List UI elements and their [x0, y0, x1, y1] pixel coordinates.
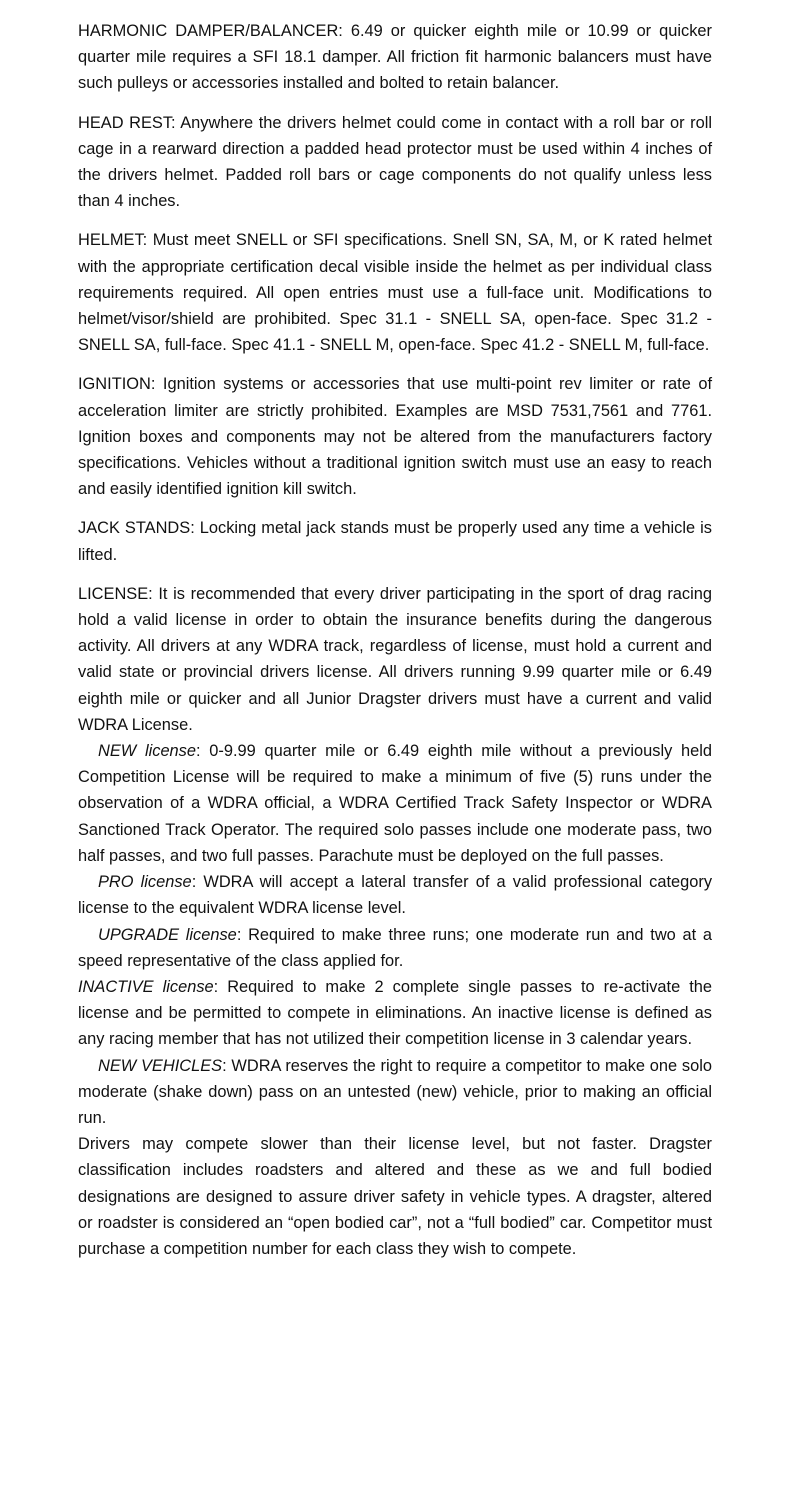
license-paragraph: LICENSE: It is recommended that every driver participating in the sport of drag racing hold a valid license in order to obtain the insurance benefits during the dangerous activity. All drivers at any WDRA track, regardless of license, must hold a current and valid state or provincial drivers license. All drivers running 9.99 quarter mile or 6.49 eighth mile or quicker and all Junior Dragster drivers must have a current and valid WDRA License.	[78, 584, 712, 734]
pro-license-label: PRO license	[98, 873, 192, 892]
inactive-license-text: : Required to make 2 complete single passes to re-activate the license and be permitted to compete in eliminations. An inactive license is defined as any racing member that has not utilized their competition license in 3 calendar years.	[78, 977, 712, 1049]
jack-stands-paragraph: JACK STANDS: Locking metal jack stands must be properly used any time a vehicle is lifted.	[78, 519, 712, 564]
new-vehicles-paragraph	[78, 1053, 712, 1132]
upgrade-license-label: UPGRADE license	[98, 925, 237, 944]
inactive-license-paragraph	[78, 974, 712, 1053]
inactive-license-label: INACTIVE license	[78, 977, 214, 996]
rules-page	[78, 18, 712, 1262]
helmet-paragraph: HELMET: Must meet SNELL or SFI specifications. Snell SN, SA, M, or K rated helmet with the appropriate certification decal visible inside the helmet as per individual class requirements required. All open entries must use a full-face unit. Modifications to helmet/visor/shield are prohibited. Spec 31.1 - SNELL SA, open-face. Spec 31.2 - SNELL SA, full-face. Spec 41.1 - SNELL M, open-face. Spec 41.2 - SNELL M, full-face.	[78, 231, 712, 355]
closing-paragraph: Drivers may compete slower than their license level, but not faster. Dragster classification includes roadsters and altered and these as we and full bodied designations are designed to assure driver safety in vehicle types. A dragster, altered or roadster is considered an “open bodied car”, not a “full bodied” car. Competitor must purchase a competition number for each class they wish to compete.	[78, 1135, 712, 1258]
new-license-label: NEW license	[98, 742, 196, 761]
harmonic-damper-paragraph: HARMONIC DAMPER/BALANCER: 6.49 or quicker eighth mile or 10.99 or quicker quarter mile requires a SFI 18.1 damper. All friction fit harmonic balancers must have such pulleys or accessories installed and bolted to retain balancer.	[78, 22, 712, 93]
head-rest-paragraph: HEAD REST: Anywhere the drivers helmet could come in contact with a roll bar or roll cage in a rearward direction a padded head protector must be used within 4 inches of the drivers helmet. Padded roll bars or cage components do not qualify unless less than 4 inches.	[78, 113, 712, 211]
pro-license-text: : WDRA will accept a lateral transfer of a valid professional category license to the equivalent WDRA license level.	[78, 873, 713, 918]
upgrade-license-text: : Required to make three runs; one moderate run and two at a speed representative of the class applied for.	[78, 925, 712, 970]
new-license-text: : 0-9.99 quarter mile or 6.49 eighth mile without a previously held Competition License will be required to make a minimum of five (5) runs under the observation of a WDRA official, a WDRA Certified Track Safety Inspector or WDRA Sanctioned Track Operator. The required solo passes include one moderate pass, two half passes, and two full passes. Parachute must be deployed on the full passes.	[78, 742, 712, 865]
new-vehicles-text: : WDRA reserves the right to require a competitor to make one solo moderate (shake down) pass on an untested (new) vehicle, prior to making an official run.	[78, 1056, 712, 1127]
ignition-paragraph: IGNITION: Ignition systems or accessories that use multi-point rev limiter or rate of acceleration limiter are strictly prohibited. Examples are MSD 7531,7561 and 7761. Ignition boxes and components may not be altered from the manufacturers factory specifications. Vehicles without a traditional ignition switch must use an easy to reach and easily identified ignition kill switch.	[78, 375, 712, 499]
upgrade-license-paragraph	[78, 922, 712, 974]
pro-license-paragraph	[78, 869, 712, 921]
new-license-paragraph	[78, 738, 712, 869]
new-vehicles-label: NEW VEHICLES	[98, 1056, 223, 1075]
